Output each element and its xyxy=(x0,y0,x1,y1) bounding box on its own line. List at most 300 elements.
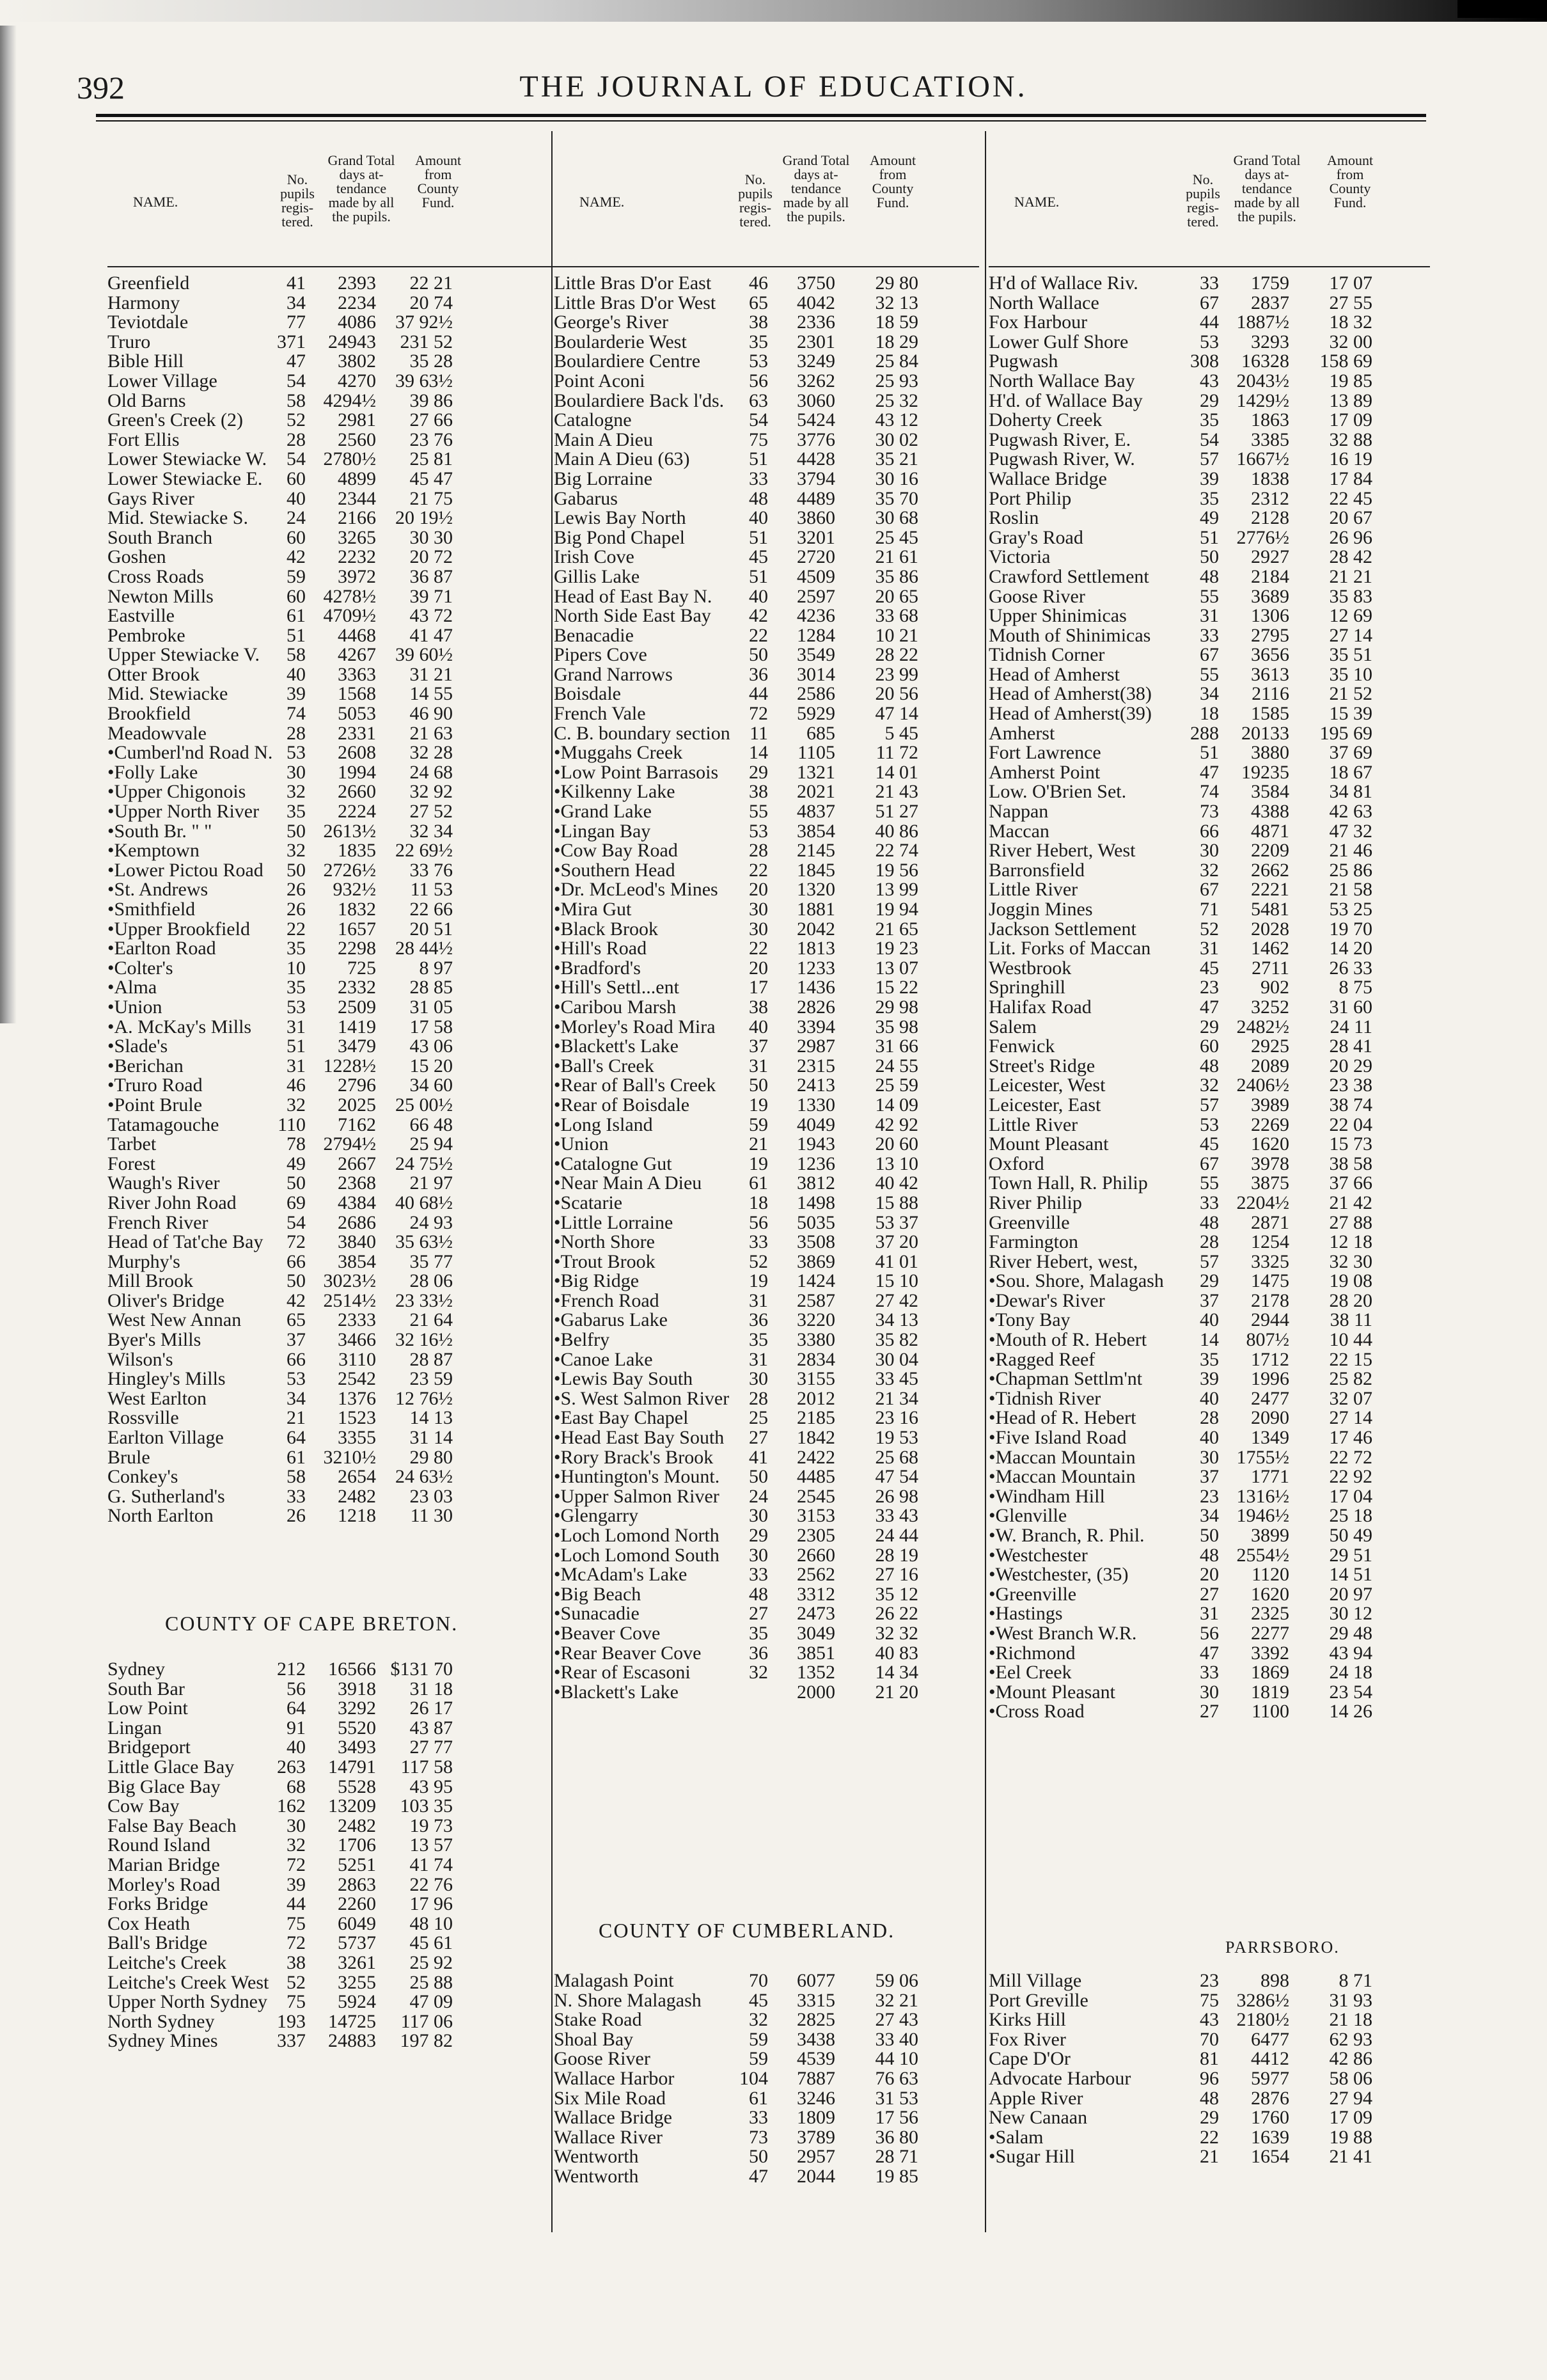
days-attendance: 1254 xyxy=(1251,1231,1289,1253)
table-row xyxy=(554,1194,979,1213)
pupils-count: 35 xyxy=(749,1329,768,1351)
county-fund-amount: 42 92 xyxy=(875,1114,918,1135)
table-row xyxy=(989,1115,1430,1135)
table-row xyxy=(554,1971,979,1991)
days-attendance: 1755½ xyxy=(1236,1446,1289,1468)
days-attendance: 2128 xyxy=(1251,507,1289,529)
table-row xyxy=(554,1624,979,1644)
school-name: Little River xyxy=(989,1114,1078,1135)
school-name: •Sugar Hill xyxy=(989,2146,1075,2168)
table-row xyxy=(989,2049,1430,2069)
pupils-count: 53 xyxy=(749,351,768,372)
school-name: •W. Branch, R. Phil. xyxy=(989,1525,1145,1546)
county-fund-amount: 59 06 xyxy=(875,1970,918,1991)
school-name: Lit. Forks of Maccan xyxy=(989,938,1151,959)
days-attendance: 3854 xyxy=(797,820,835,842)
table-row xyxy=(107,1155,555,1174)
scan-left-edge xyxy=(0,26,17,1023)
pupils-count: 35 xyxy=(1200,487,1219,509)
county-fund-amount: 17 84 xyxy=(1329,468,1372,489)
days-attendance: 2305 xyxy=(797,1525,835,1546)
school-name: Grand Narrows xyxy=(554,663,673,685)
school-name: Old Barns xyxy=(107,390,186,411)
pupils-count: 56 xyxy=(749,1211,768,1233)
school-name: Wentworth xyxy=(554,2146,639,2168)
county-fund-amount: 17 09 xyxy=(1329,409,1372,431)
county-fund-amount: 21 21 xyxy=(1329,565,1372,587)
county-fund-amount: 30 68 xyxy=(875,507,918,529)
school-name: •Smithfield xyxy=(107,899,196,920)
school-name: Wentworth xyxy=(554,2165,639,2187)
pupils-count: 54 xyxy=(749,409,768,431)
pupils-count: 77 xyxy=(287,311,306,333)
pupils-count: 50 xyxy=(287,820,306,842)
school-name: Point Aconi xyxy=(554,370,645,391)
pupils-count: 39 xyxy=(1200,468,1219,489)
days-attendance: 2473 xyxy=(797,1603,835,1625)
pupils-count: 29 xyxy=(1200,1270,1219,1292)
school-name: •Maccan Mountain xyxy=(989,1446,1136,1468)
school-name: •Caribou Marsh xyxy=(554,996,677,1018)
school-name: West New Annan xyxy=(107,1309,242,1331)
county-fund-amount: 18 32 xyxy=(1329,311,1372,333)
days-attendance: 1620 xyxy=(1251,1583,1289,1605)
pupils-count: 32 xyxy=(1200,859,1219,881)
pupils-count: 34 xyxy=(1200,1505,1219,1527)
days-attendance: 2545 xyxy=(797,1485,835,1507)
school-name: Fort Ellis xyxy=(107,429,180,450)
days-attendance: 1523 xyxy=(338,1407,376,1429)
school-name: •Canoe Lake xyxy=(554,1348,653,1370)
county-fund-amount: 26 17 xyxy=(409,1698,453,1719)
table-row xyxy=(107,450,555,469)
county-fund-amount: 43 72 xyxy=(409,605,453,627)
school-name: Maccan xyxy=(989,820,1049,842)
days-attendance: 725 xyxy=(347,957,376,979)
school-name: G. Sutherland's xyxy=(107,1485,225,1507)
days-attendance: 2269 xyxy=(1251,1114,1289,1135)
pupils-count: 61 xyxy=(287,1446,306,1468)
running-head: THE JOURNAL OF EDUCATION. xyxy=(519,70,1028,104)
school-name: Pugwash River, E. xyxy=(989,429,1131,450)
days-attendance: 1943 xyxy=(797,1133,835,1155)
pupils-count: 35 xyxy=(287,938,306,959)
table-row xyxy=(554,1330,979,1350)
table-row xyxy=(989,1311,1430,1330)
county-fund-amount: 36 80 xyxy=(875,2126,918,2148)
table-row xyxy=(989,1565,1430,1585)
county-fund-amount: 37 69 xyxy=(1329,742,1372,764)
days-attendance: 2654 xyxy=(338,1466,376,1488)
days-attendance: 2204½ xyxy=(1236,1192,1289,1213)
school-name: Crawford Settlement xyxy=(989,565,1149,587)
pupils-count: 55 xyxy=(1200,1172,1219,1194)
pupils-count: 72 xyxy=(749,703,768,725)
pupils-count: 42 xyxy=(749,605,768,627)
school-name: Ball's Bridge xyxy=(107,1932,208,1954)
days-attendance: 4509 xyxy=(797,565,835,587)
table-row xyxy=(554,1291,979,1311)
county-fund-amount: 13 57 xyxy=(409,1834,453,1856)
table-row xyxy=(107,1914,555,1934)
school-name: Fort Lawrence xyxy=(989,742,1101,764)
county-fund-amount: 19 56 xyxy=(875,859,918,881)
days-attendance: 3493 xyxy=(338,1737,376,1758)
days-attendance: 1760 xyxy=(1251,2107,1289,2129)
table-row xyxy=(989,333,1430,352)
table-row xyxy=(554,1174,979,1194)
pupils-count: 36 xyxy=(749,1309,768,1331)
table-row xyxy=(989,1644,1430,1664)
column-3-rows xyxy=(989,274,1430,1722)
school-name: Bridgeport xyxy=(107,1737,191,1758)
days-attendance: 2660 xyxy=(797,1544,835,1566)
days-attendance: 932½ xyxy=(333,879,376,901)
pupils-count: 31 xyxy=(287,1055,306,1076)
days-attendance: 2166 xyxy=(338,507,376,529)
table-row xyxy=(554,724,979,744)
days-attendance: 3155 xyxy=(797,1368,835,1390)
county-fund-amount: 28 22 xyxy=(875,644,918,666)
pupils-count: 66 xyxy=(1200,820,1219,842)
table-row xyxy=(107,313,555,333)
county-fund-amount: 37 92½ xyxy=(395,311,453,333)
days-attendance: 3584 xyxy=(1251,781,1289,803)
county-fund-amount: 22 69½ xyxy=(395,840,453,862)
pupils-count: 288 xyxy=(1190,722,1219,744)
pupils-count: 28 xyxy=(1200,1231,1219,1253)
header-amount: Amount from County Fund. xyxy=(1326,152,1374,210)
days-attendance: 1233 xyxy=(797,957,835,979)
pupils-count: 39 xyxy=(287,1873,306,1895)
pupils-count: 41 xyxy=(749,1446,768,1468)
school-name: •Cross Road xyxy=(989,1701,1085,1722)
pupils-count: 21 xyxy=(287,1407,306,1429)
school-name: •North Shore xyxy=(554,1231,655,1253)
county-fund-amount: 15 39 xyxy=(1329,703,1372,725)
pupils-count: 22 xyxy=(749,624,768,646)
days-attendance: 2336 xyxy=(797,311,835,333)
table-row xyxy=(989,1018,1430,1037)
pupils-count: 40 xyxy=(287,1737,306,1758)
table-row xyxy=(989,1057,1430,1076)
days-attendance: 1105 xyxy=(797,742,835,764)
days-attendance: 5424 xyxy=(797,409,835,431)
county-fund-amount: 25 81 xyxy=(409,448,453,470)
county-fund-amount: 32 88 xyxy=(1329,429,1372,450)
pupils-count: 22 xyxy=(749,859,768,881)
pupils-count: 30 xyxy=(1200,1446,1219,1468)
school-name: Eastville xyxy=(107,605,175,627)
days-attendance: 2509 xyxy=(338,996,376,1018)
school-name: Fox River xyxy=(989,2028,1066,2050)
county-fund-amount: 29 98 xyxy=(875,996,918,1018)
days-attendance: 3293 xyxy=(1251,331,1289,352)
days-attendance: 1813 xyxy=(797,938,835,959)
pupils-count: 33 xyxy=(1200,1662,1219,1683)
school-name: Amherst Point xyxy=(989,761,1101,783)
days-attendance: 3656 xyxy=(1251,644,1289,666)
school-name: •Kemptown xyxy=(107,840,200,862)
pupils-count: 32 xyxy=(287,840,306,862)
pupils-count: 52 xyxy=(287,409,306,431)
pupils-count: 30 xyxy=(1200,1681,1219,1703)
county-fund-amount: 30 30 xyxy=(409,526,453,548)
county-fund-amount: 47 54 xyxy=(875,1466,918,1488)
days-attendance: 2711 xyxy=(1252,957,1289,979)
county-fund-amount: 35 77 xyxy=(409,1250,453,1272)
school-name: •Slade's xyxy=(107,1036,168,1057)
pupils-count: 49 xyxy=(1200,507,1219,529)
pupils-count: 66 xyxy=(287,1250,306,1272)
pupils-count: 31 xyxy=(287,1016,306,1037)
pupils-count: 337 xyxy=(277,2030,306,2052)
school-name: •East Bay Chapel xyxy=(554,1407,689,1429)
pupils-count: 51 xyxy=(1200,526,1219,548)
school-name: South Bar xyxy=(107,1678,185,1699)
pupils-count: 33 xyxy=(749,1231,768,1253)
pupils-count: 20 xyxy=(1200,1564,1219,1586)
table-row xyxy=(989,1213,1430,1233)
school-name: Upper Shinimicas xyxy=(989,605,1127,627)
table-row xyxy=(107,1233,555,1252)
table-row xyxy=(554,880,979,900)
pupils-count: 75 xyxy=(749,429,768,450)
pupils-count: 20 xyxy=(749,957,768,979)
days-attendance: 1759 xyxy=(1251,272,1289,294)
pupils-count: 64 xyxy=(287,1427,306,1449)
days-attendance: 2315 xyxy=(797,1055,835,1076)
pupils-count: 39 xyxy=(287,683,306,705)
pupils-count: 45 xyxy=(749,1989,768,2011)
pupils-count: 67 xyxy=(1200,1153,1219,1174)
school-name: Pipers Cove xyxy=(554,644,647,666)
table-row xyxy=(554,1369,979,1389)
county-fund-amount: 28 19 xyxy=(875,1544,918,1566)
pupils-count: 32 xyxy=(749,2009,768,2031)
table-row xyxy=(107,1719,555,1738)
county-fund-amount: 28 42 xyxy=(1329,546,1372,568)
days-attendance: 1996 xyxy=(1251,1368,1289,1390)
county-fund-amount: 13 99 xyxy=(875,879,918,901)
county-fund-amount: 33 76 xyxy=(409,859,453,881)
county-fund-amount: 12 18 xyxy=(1329,1231,1372,1253)
pupils-count: 30 xyxy=(749,1544,768,1566)
table-row xyxy=(554,1213,979,1233)
county-fund-amount: 19 94 xyxy=(875,899,918,920)
county-fund-amount: 29 80 xyxy=(875,272,918,294)
days-attendance: 4468 xyxy=(338,624,376,646)
school-name: •Lower Pictou Road xyxy=(107,859,263,881)
days-attendance: 2021 xyxy=(797,781,835,803)
table-row xyxy=(989,1546,1430,1566)
days-attendance: 1620 xyxy=(1251,1133,1289,1155)
table-row xyxy=(989,391,1430,411)
pupils-count: 57 xyxy=(1200,1094,1219,1115)
table-row xyxy=(107,1272,555,1291)
county-fund-amount: 14 26 xyxy=(1329,1701,1372,1722)
table-row xyxy=(107,1311,555,1330)
pupils-count: 40 xyxy=(1200,1427,1219,1449)
table-row xyxy=(107,1777,555,1797)
column-1 xyxy=(107,128,555,2232)
table-row xyxy=(107,1487,555,1507)
pupils-count: 64 xyxy=(287,1698,306,1719)
days-attendance: 3380 xyxy=(797,1329,835,1351)
school-name: Main A Dieu (63) xyxy=(554,448,690,470)
school-name: Waugh's River xyxy=(107,1172,220,1194)
days-attendance: 3438 xyxy=(797,2028,835,2050)
pupils-count: 33 xyxy=(749,468,768,489)
days-attendance: 3802 xyxy=(338,351,376,372)
county-fund-amount: 35 86 xyxy=(875,565,918,587)
table-row xyxy=(554,528,979,548)
pupils-count: 74 xyxy=(1200,781,1219,803)
county-fund-amount: 42 63 xyxy=(1329,801,1372,823)
header-name: NAME. xyxy=(1014,194,1060,210)
school-name: Barronsfield xyxy=(989,859,1085,881)
school-name: •Union xyxy=(107,996,162,1018)
days-attendance: 7162 xyxy=(338,1114,376,1135)
school-name: •Salam xyxy=(989,2126,1044,2148)
pupils-count: 28 xyxy=(749,1387,768,1409)
days-attendance: 3265 xyxy=(338,526,376,548)
pupils-count: 50 xyxy=(749,2146,768,2168)
table-row xyxy=(107,274,555,294)
days-attendance: 3312 xyxy=(797,1583,835,1605)
school-name: Lingan xyxy=(107,1717,162,1738)
county-fund-amount: 41 47 xyxy=(409,624,453,646)
column-1-rows xyxy=(107,274,555,1526)
days-attendance: 4384 xyxy=(338,1192,376,1213)
pupils-count: 110 xyxy=(278,1114,306,1135)
pupils-count: 50 xyxy=(287,1172,306,1194)
table-row xyxy=(989,704,1430,724)
pupils-count: 41 xyxy=(287,272,306,294)
table-row xyxy=(107,861,555,881)
table-row xyxy=(107,1758,555,1777)
school-name: Tidnish Corner xyxy=(989,644,1105,666)
county-fund-amount: 31 60 xyxy=(1329,996,1372,1018)
pupils-count: 50 xyxy=(749,644,768,666)
table-row xyxy=(554,1096,979,1115)
school-name: •Upper Brookfield xyxy=(107,918,250,940)
table-row xyxy=(107,763,555,783)
pupils-count: 51 xyxy=(287,1036,306,1057)
pupils-count: 27 xyxy=(749,1603,768,1625)
county-fund-amount: 43 94 xyxy=(1329,1642,1372,1664)
county-fund-amount: 17 58 xyxy=(409,1016,453,1037)
days-attendance: 1809 xyxy=(797,2107,835,2129)
pupils-count: 40 xyxy=(287,663,306,685)
days-attendance: 2312 xyxy=(1251,487,1289,509)
table-row xyxy=(107,645,555,665)
county-fund-amount: 27 52 xyxy=(409,801,453,823)
days-attendance: 3385 xyxy=(1251,429,1289,450)
school-name: Stake Road xyxy=(554,2009,642,2031)
county-fund-amount: 24 68 xyxy=(409,761,453,783)
school-name: Brookfield xyxy=(107,703,191,725)
county-fund-amount: 16 19 xyxy=(1329,448,1372,470)
county-fund-amount: 22 74 xyxy=(875,840,918,862)
table-row xyxy=(107,1856,555,1875)
days-attendance: 4428 xyxy=(797,448,835,470)
county-fund-amount: 24 18 xyxy=(1329,1662,1372,1683)
school-name: Wallace River xyxy=(554,2126,663,2148)
pupils-count: 23 xyxy=(1200,1485,1219,1507)
county-fund-amount: 35 82 xyxy=(875,1329,918,1351)
county-fund-amount: 103 35 xyxy=(400,1795,453,1817)
county-fund-amount: 25 18 xyxy=(1329,1505,1372,1527)
days-attendance: 3689 xyxy=(1251,585,1289,607)
county-fund-amount: 43 06 xyxy=(409,1036,453,1057)
pupils-count: 72 xyxy=(287,1932,306,1954)
county-fund-amount: 19 08 xyxy=(1329,1270,1372,1292)
table-row xyxy=(107,567,555,587)
county-fund-amount: 11 72 xyxy=(876,742,918,764)
days-attendance: 3776 xyxy=(797,429,835,450)
pupils-count: 43 xyxy=(1200,370,1219,391)
days-attendance: 7887 xyxy=(797,2067,835,2089)
header-days: Grand Total days at- tendance made by all the pupils. xyxy=(782,152,850,225)
county-fund-amount: 24 44 xyxy=(875,1525,918,1546)
table-row xyxy=(107,528,555,548)
table-row xyxy=(989,1174,1430,1194)
days-attendance: 2667 xyxy=(338,1153,376,1174)
days-attendance: 2406½ xyxy=(1236,1075,1289,1096)
county-fund-amount: 21 20 xyxy=(875,1681,918,1703)
school-name: •Richmond xyxy=(989,1642,1076,1664)
days-attendance: 3613 xyxy=(1251,663,1289,685)
school-name: Gray's Road xyxy=(989,526,1083,548)
school-name: •Sunacadie xyxy=(554,1603,640,1625)
county-fund-amount: 35 83 xyxy=(1329,585,1372,607)
table-row xyxy=(554,2049,979,2069)
days-attendance: 2863 xyxy=(338,1873,376,1895)
county-title-cumberland: COUNTY OF CUMBERLAND. xyxy=(599,1919,895,1942)
county-fund-amount: 14 55 xyxy=(409,683,453,705)
table-row xyxy=(989,528,1430,548)
school-name: Pugwash River, W. xyxy=(989,448,1135,470)
days-attendance: 2145 xyxy=(797,840,835,862)
county-fund-amount: 28 44½ xyxy=(395,938,453,959)
county-fund-amount: 23 38 xyxy=(1329,1075,1372,1096)
county-fund-amount: 20 29 xyxy=(1329,1055,1372,1076)
table-row xyxy=(989,861,1430,881)
table-row xyxy=(989,1991,1430,2011)
county-fund-amount: 25 68 xyxy=(875,1446,918,1468)
days-attendance: 1568 xyxy=(338,683,376,705)
pupils-count: 45 xyxy=(1200,957,1219,979)
days-attendance: 4709½ xyxy=(323,605,376,627)
pupils-count: 23 xyxy=(1200,977,1219,998)
county-fund-amount: 24 75½ xyxy=(395,1153,453,1174)
days-attendance: 2562 xyxy=(797,1564,835,1586)
days-attendance: 4294½ xyxy=(323,390,376,411)
county-fund-amount: 19 53 xyxy=(875,1427,918,1449)
school-name: •Belfry xyxy=(554,1329,610,1351)
header-rule-thin xyxy=(96,120,1426,122)
school-name: Joggin Mines xyxy=(989,899,1093,920)
days-attendance: 2554½ xyxy=(1236,1544,1289,1566)
county-fund-amount: 18 29 xyxy=(875,331,918,352)
pupils-count: 28 xyxy=(1200,1407,1219,1429)
pupils-count: 22 xyxy=(287,918,306,940)
days-attendance: 1869 xyxy=(1251,1662,1289,1683)
table-row xyxy=(554,2108,979,2128)
school-name: Rossville xyxy=(107,1407,179,1429)
table-row xyxy=(989,1291,1430,1311)
